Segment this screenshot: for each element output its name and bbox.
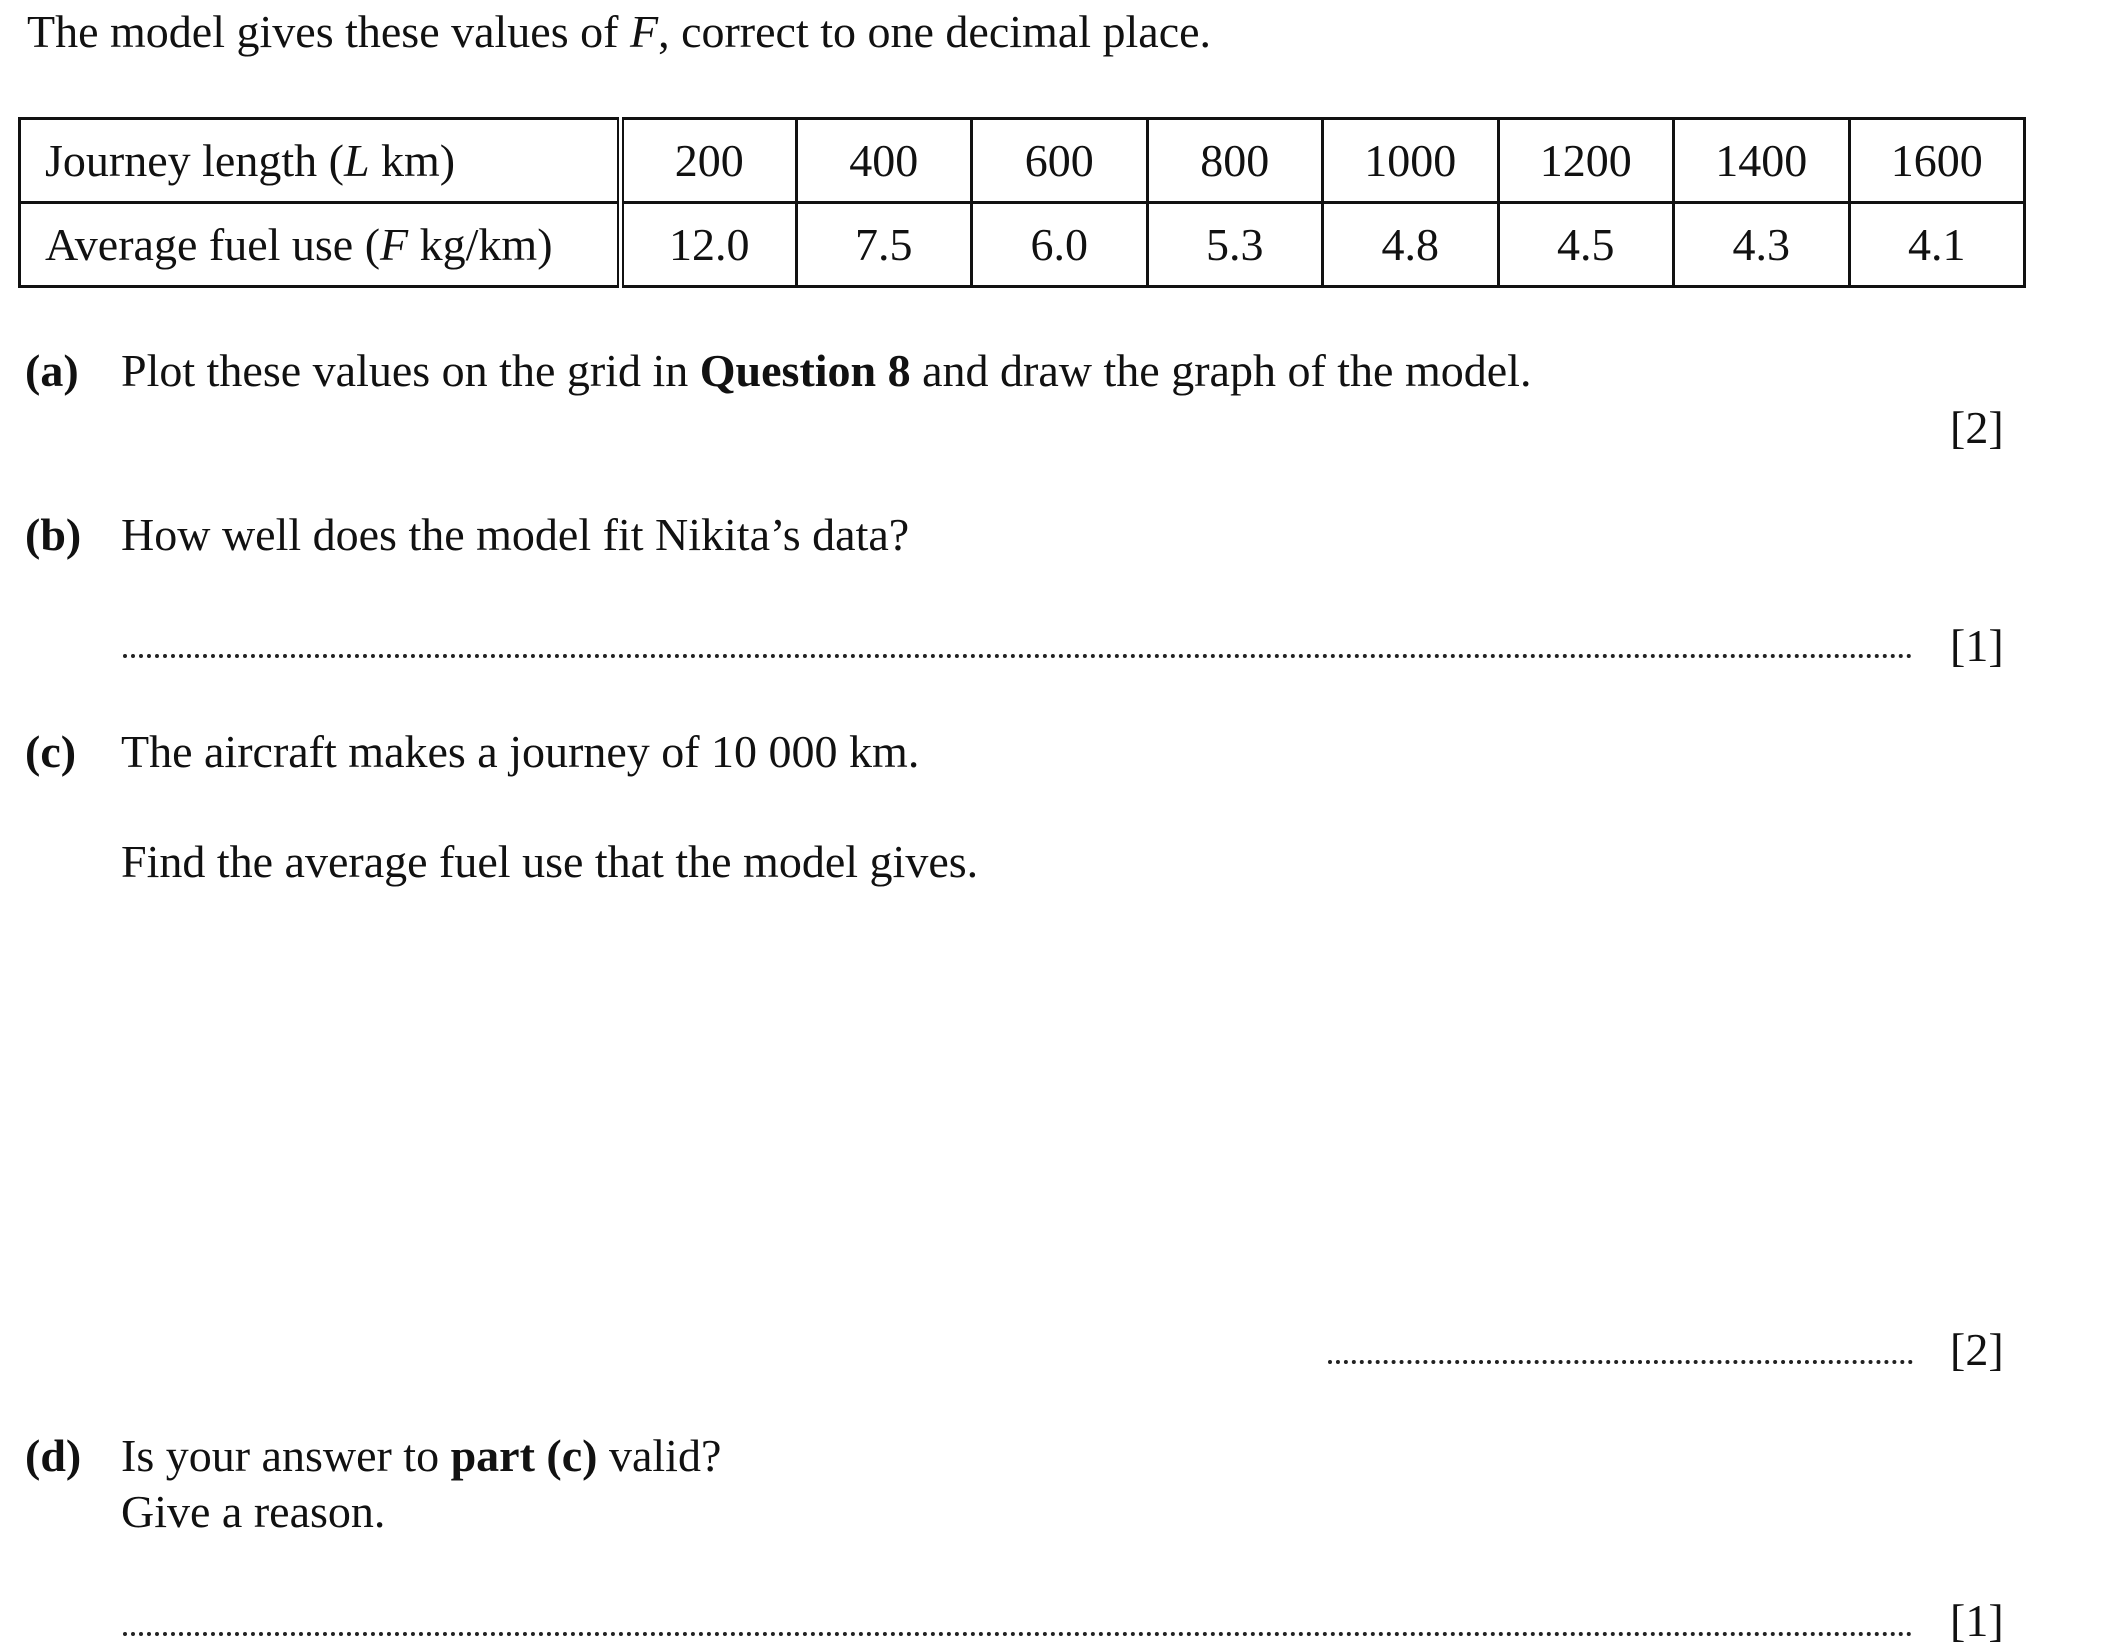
intro-text-end: , correct to one decimal place. [658, 6, 1212, 57]
table-cell: 4.5 [1498, 203, 1674, 287]
table-cell: 1000 [1323, 119, 1499, 203]
row-header-journey-length: Journey length (L km) [20, 119, 621, 203]
table-cell: 200 [621, 119, 797, 203]
row-header-average-fuel-use: Average fuel use (F kg/km) [20, 203, 621, 287]
question-part-c: (c) The aircraft makes a journey of 10 000 km. [25, 724, 919, 780]
table-cell: 400 [796, 119, 972, 203]
question-part-d: (d) Is your answer to part (c) valid? [25, 1428, 721, 1484]
part-a-marks: [2] [1950, 402, 2004, 453]
table-cell: 800 [1147, 119, 1323, 203]
part-c-label: (c) [25, 726, 77, 777]
answer-line-d[interactable] [123, 1632, 1913, 1636]
table-cell: 4.1 [1849, 203, 2025, 287]
table-cell: 1200 [1498, 119, 1674, 203]
intro-text-start: The model gives these values of [27, 6, 630, 57]
part-c-marks: [2] [1950, 1324, 2004, 1375]
part-d-marks: [1] [1950, 1595, 2004, 1646]
table-cell: 1400 [1674, 119, 1850, 203]
intro-text [27, 4, 1211, 60]
table-cell: 12.0 [621, 203, 797, 287]
data-table [18, 117, 2026, 288]
part-b-marks: [1] [1950, 620, 2004, 671]
table-cell: 4.3 [1674, 203, 1850, 287]
part-c-instruction: Find the average fuel use that the model gives. [121, 836, 979, 887]
table-cell: 5.3 [1147, 203, 1323, 287]
answer-line-c[interactable] [1328, 1360, 1913, 1364]
table-row-journey-length [20, 119, 2025, 203]
table-cell: 4.8 [1323, 203, 1499, 287]
table-cell: 600 [972, 119, 1148, 203]
table-cell: 1600 [1849, 119, 2025, 203]
part-d-label: (d) [25, 1430, 82, 1481]
table-cell: 6.0 [972, 203, 1148, 287]
answer-line-b[interactable] [123, 654, 1913, 658]
table-row-average-fuel-use [20, 203, 2025, 287]
table-cell: 7.5 [796, 203, 972, 287]
part-b-label: (b) [25, 509, 82, 560]
intro-variable: F [629, 6, 659, 57]
question-part-a: (a) Plot these values on the grid in Question 8 and draw the graph of the model. [25, 343, 1531, 399]
part-a-label: (a) [25, 345, 79, 396]
question-part-b: (b) How well does the model fit Nikita’s data? [25, 507, 909, 563]
part-d-instruction: Give a reason. [121, 1486, 386, 1537]
